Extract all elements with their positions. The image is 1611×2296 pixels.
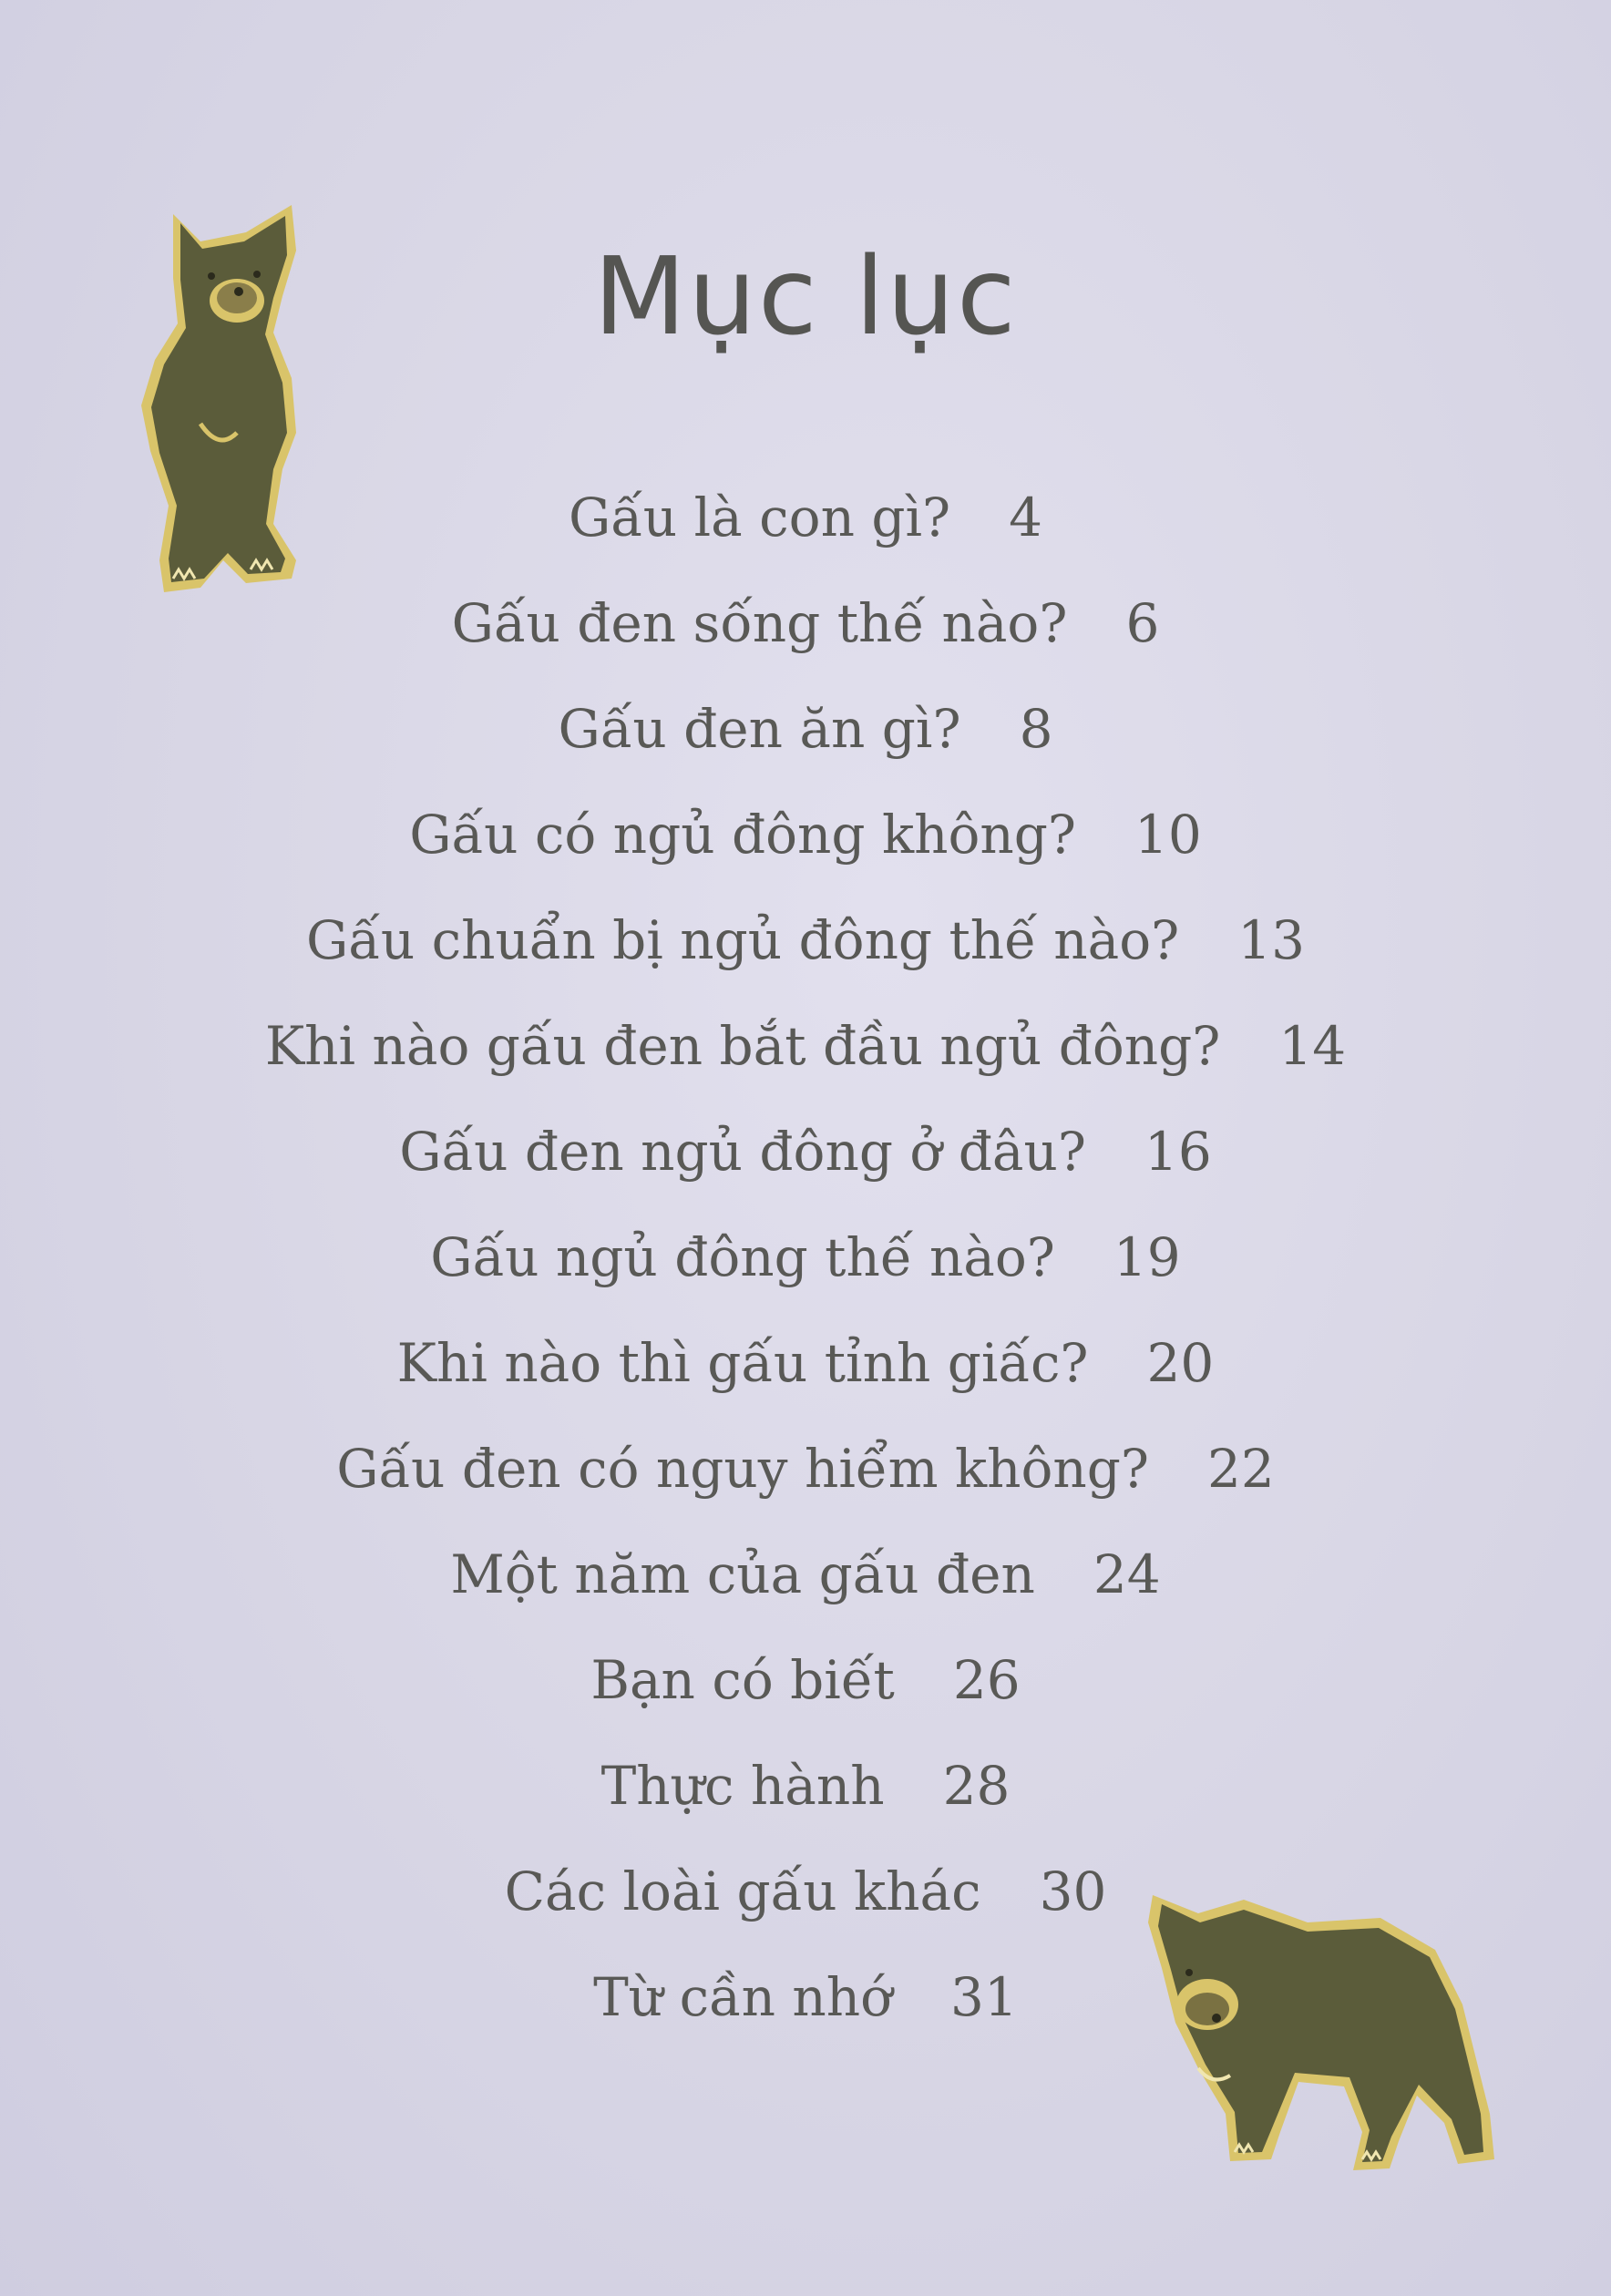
toc-entry-page: 31 <box>950 1966 1018 2028</box>
toc-entry-page: 26 <box>952 1649 1021 1711</box>
toc-entry-page: 14 <box>1278 1015 1347 1077</box>
table-of-contents <box>0 465 1611 2050</box>
toc-entry <box>0 1204 1611 1310</box>
toc-entry-page: 10 <box>1134 804 1202 866</box>
toc-entry <box>0 993 1611 1099</box>
toc-entry <box>0 1733 1611 1839</box>
toc-entry-page: 16 <box>1144 1121 1212 1183</box>
toc-entry-label: Gấu là con gì? <box>568 487 951 548</box>
toc-entry <box>0 1099 1611 1204</box>
toc-entry-page: 19 <box>1113 1226 1181 1288</box>
toc-entry-label: Gấu đen có nguy hiểm không? <box>336 1438 1149 1500</box>
toc-entry-page: 22 <box>1207 1438 1275 1500</box>
toc-entry-label: Khi nào gấu đen bắt đầu ngủ đông? <box>264 1015 1221 1077</box>
toc-entry-page: 8 <box>1019 698 1053 760</box>
toc-entry-label: Khi nào thì gấu tỉnh giấc? <box>396 1332 1089 1394</box>
toc-entry <box>0 570 1611 676</box>
toc-entry-label: Từ cần nhớ <box>593 1966 893 2028</box>
toc-entry-page: 13 <box>1237 909 1306 971</box>
toc-entry-label: Bạn có biết <box>590 1649 895 1711</box>
toc-entry <box>0 1310 1611 1416</box>
toc-entry <box>0 465 1611 570</box>
page-title: Mục lục <box>593 233 1018 359</box>
toc-entry-page: 20 <box>1146 1332 1215 1394</box>
toc-entry-label: Gấu chuẩn bị ngủ đông thế nào? <box>305 909 1180 971</box>
toc-entry-label: Gấu đen sống thế nào? <box>451 592 1068 654</box>
toc-entry <box>0 1416 1611 1522</box>
toc-entry-page: 4 <box>1009 487 1043 548</box>
toc-entry-page: 28 <box>942 1755 1011 1817</box>
toc-entry-page: 30 <box>1039 1860 1107 1922</box>
toc-entry-label: Gấu đen ngủ đông ở đâu? <box>399 1121 1086 1183</box>
toc-entry-label: Gấu có ngủ đông không? <box>409 804 1076 866</box>
walking-bear-illustration <box>1144 1886 1499 2178</box>
toc-entry-page: 24 <box>1093 1543 1161 1605</box>
toc-entry <box>0 1627 1611 1733</box>
toc-entry-page: 6 <box>1125 592 1160 654</box>
toc-entry <box>0 782 1611 887</box>
toc-entry-label: Một năm của gấu đen <box>450 1543 1035 1605</box>
toc-entry-label: Gấu ngủ đông thế nào? <box>430 1226 1055 1288</box>
toc-entry-label: Gấu đen ăn gì? <box>558 698 961 760</box>
toc-entry <box>0 887 1611 993</box>
toc-entry-label: Các loài gấu khác <box>504 1860 981 1922</box>
toc-entry-label: Thực hành <box>600 1755 885 1817</box>
toc-entry <box>0 676 1611 782</box>
toc-entry <box>0 1522 1611 1627</box>
